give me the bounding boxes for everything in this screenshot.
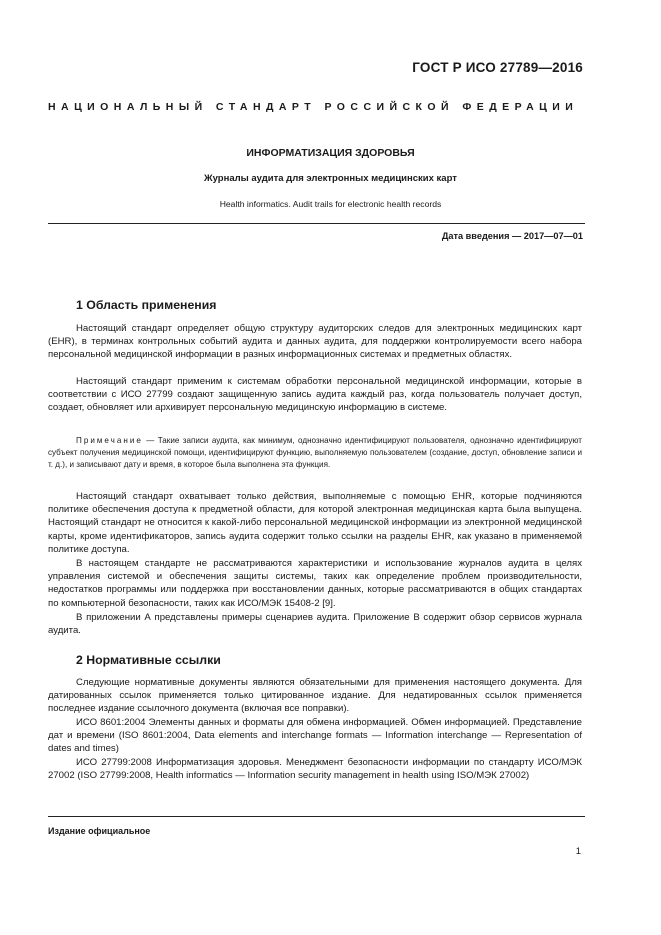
gost-number: ГОСТ Р ИСО 27789—2016 (412, 60, 583, 75)
section-2-paragraph-1: Следующие нормативные документы являются обязательными для применения настоящего документа. Для датированных ссылок применяется только цитированное издание. Для недатированных ссылок применяется последнее издание ссылочного документа (включая все поправки). (48, 677, 582, 715)
section-2-paragraph-3: ИСО 27799:2008 Информатизация здоровья. Менеджмент безопасности информации по стандарту ИСО/МЭК 27002 (ISO 27799:2008, Health informatics — Information security management in health using ISO/МЭК 27002) (48, 757, 582, 782)
page-number: 1 (575, 846, 581, 857)
note-label: Примечание (76, 436, 143, 445)
footer-divider (48, 816, 585, 817)
national-standard-banner: НАЦИОНАЛЬНЫЙ СТАНДАРТ РОССИЙСКОЙ ФЕДЕРАЦИИ (48, 101, 579, 113)
official-edition-label: Издание официальное (48, 826, 151, 836)
document-title: ИНФОРМАТИЗАЦИЯ ЗДОРОВЬЯ (246, 147, 415, 159)
section-1-paragraph-1: Настоящий стандарт определяет общую структуру аудиторских следов для электронных медицинских карт (EHR), в терминах контрольных событий аудита и данных аудита, для поддержки контролируемости всего набора персональной медицинской информации в разных информационных системах и предметных областях. (48, 323, 582, 361)
section-1-paragraph-2: Настоящий стандарт применим к системам обработки персональной медицинской информации, которые в соответствии с ИСО 27799 создают защищенную запись аудита каждый раз, когда пользователь получает доступ, создает, обновляет или архивирует персональную медицинскую информацию в системе. (48, 376, 582, 414)
section-2-paragraph-2: ИСО 8601:2004 Элементы данных и форматы для обмена информацией. Обмен информацией. Представление дат и времени (ISO 8601:2004, Data elements and interchange formats — Information interchange — Representation of dates and times) (48, 717, 582, 755)
section-1-paragraph-4: В настоящем стандарте не рассматриваются характеристики и использование журналов аудита в целях управления системой и обеспечения защиты системы, таких как определение проблем производительности, недостатков программы или поддержка при восстановлении данных, которые рассматриваются в общих стандартах по компьютерной безопасности, таких как ИСО/МЭК 15408-2 [9]. (48, 558, 582, 609)
section-2-heading: 2 Нормативные ссылки (76, 653, 221, 667)
title-divider (48, 223, 585, 224)
section-1-note (48, 435, 582, 470)
note-text: — Такие записи аудита, как минимум, однозначно идентифицируют пользователя, однозначно идентифицируют субъект получения медицинской помощи, идентифицируют функцию, выполняемую пользователем (создание, доступ, обновление записи и т. д.), и записывают дату и время, в которое была выполнена эта функция. (48, 436, 582, 469)
document-subtitle: Журналы аудита для электронных медицинских карт (204, 173, 457, 184)
section-1-paragraph-5: В приложении А представлены примеры сценариев аудита. Приложение В содержит обзор сервисов журнала аудита. (48, 612, 582, 637)
section-1-paragraph-3: Настоящий стандарт охватывает только действия, выполняемые с помощью EHR, которые подчиняются политике обеспечения доступа к предметной области, для которой электронная медицинская карта была выпущена. Настоящий стандарт не относится к какой-либо персональной медицинской информации из электронной медицинской карты, кроме идентификаторов, запись аудита содержит только ссылки на разделы EHR, как указано в применяемой политике доступа. (48, 491, 582, 555)
section-1-heading: 1 Область применения (76, 298, 217, 312)
english-title: Health informatics. Audit trails for electronic health records (219, 199, 442, 209)
introduction-date: Дата введения — 2017—07—01 (441, 231, 583, 241)
